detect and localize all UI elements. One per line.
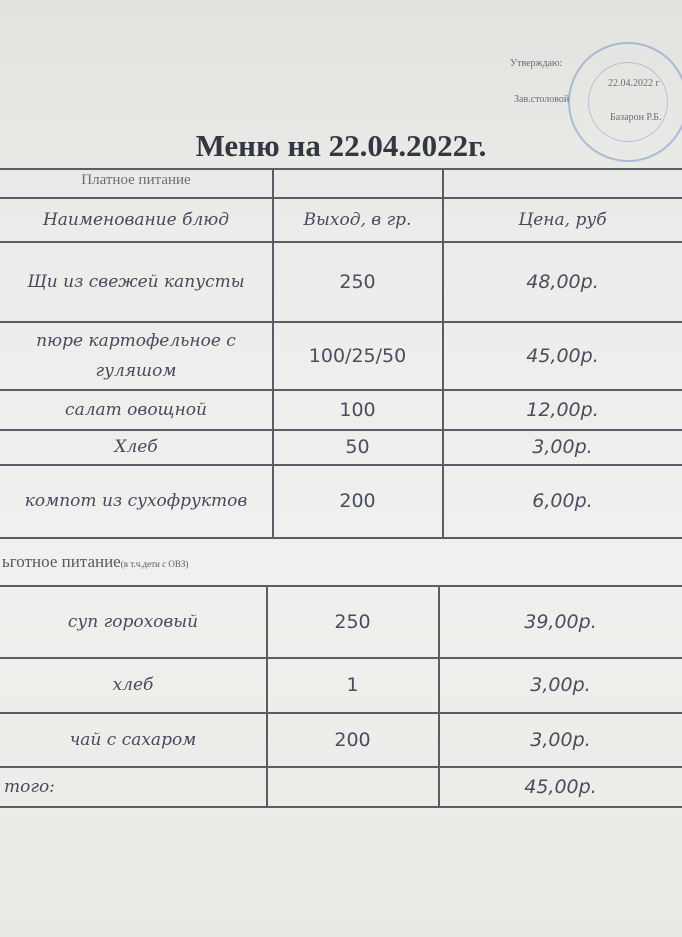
dish-weight: 100/25/50 [308,344,407,367]
header-price: Цена, руб [518,209,607,230]
dish-name: пюре картофельное с гуляшом [36,330,236,381]
dish-weight: 250 [334,610,371,633]
header-dish-name: Наименование блюд [42,209,230,230]
dish-weight: 250 [339,270,376,293]
approval-signer: Базарон Р.Б. [610,112,662,123]
dish-price: 39,00р. [524,610,597,633]
dish-weight: 200 [339,490,376,512]
dish-price: 3,00р. [532,436,593,458]
dish-name: Щи из свежей капусты [27,271,245,292]
dish-price: 3,00р. [530,674,591,696]
dish-price: 45,00р. [526,344,599,367]
dish-price: 12,00р. [526,398,599,421]
dish-name: суп гороховый [67,611,199,632]
approval-date: 22.04.2022 г [608,78,660,89]
benefit-section-note: (в т.ч.дети с ОВЗ) [120,559,189,569]
total-label: того: [4,776,55,797]
benefit-section-label [2,552,188,572]
table-line [0,537,682,539]
dish-name: компот из сухофруктов [24,491,248,511]
approval-line-2: Зав.столовой [514,94,570,105]
approval-line-1: Утверждаю: [510,58,563,69]
benefit-section-title: ьготное питание [2,552,121,571]
dish-name: хлеб [112,675,154,695]
dish-weight: 1 [346,674,359,696]
dish-weight: 200 [334,728,371,751]
header-weight: Выход, в гр. [303,209,412,230]
dish-weight: 50 [345,436,370,458]
dish-price: 48,00р. [526,270,599,293]
dish-weight: 100 [339,398,376,421]
paid-section-label: Платное питание [81,172,191,188]
dish-name: чай с сахаром [69,729,197,750]
dish-name: салат овощной [65,399,207,420]
dish-price: 3,00р. [530,728,591,751]
dish-name: Хлеб [114,437,158,457]
table-line [0,806,682,808]
table-line [0,168,682,170]
dish-price: 6,00р. [532,490,593,512]
page-title: Меню на 22.04.2022г. [195,128,487,163]
total-value: 45,00р. [524,775,597,798]
